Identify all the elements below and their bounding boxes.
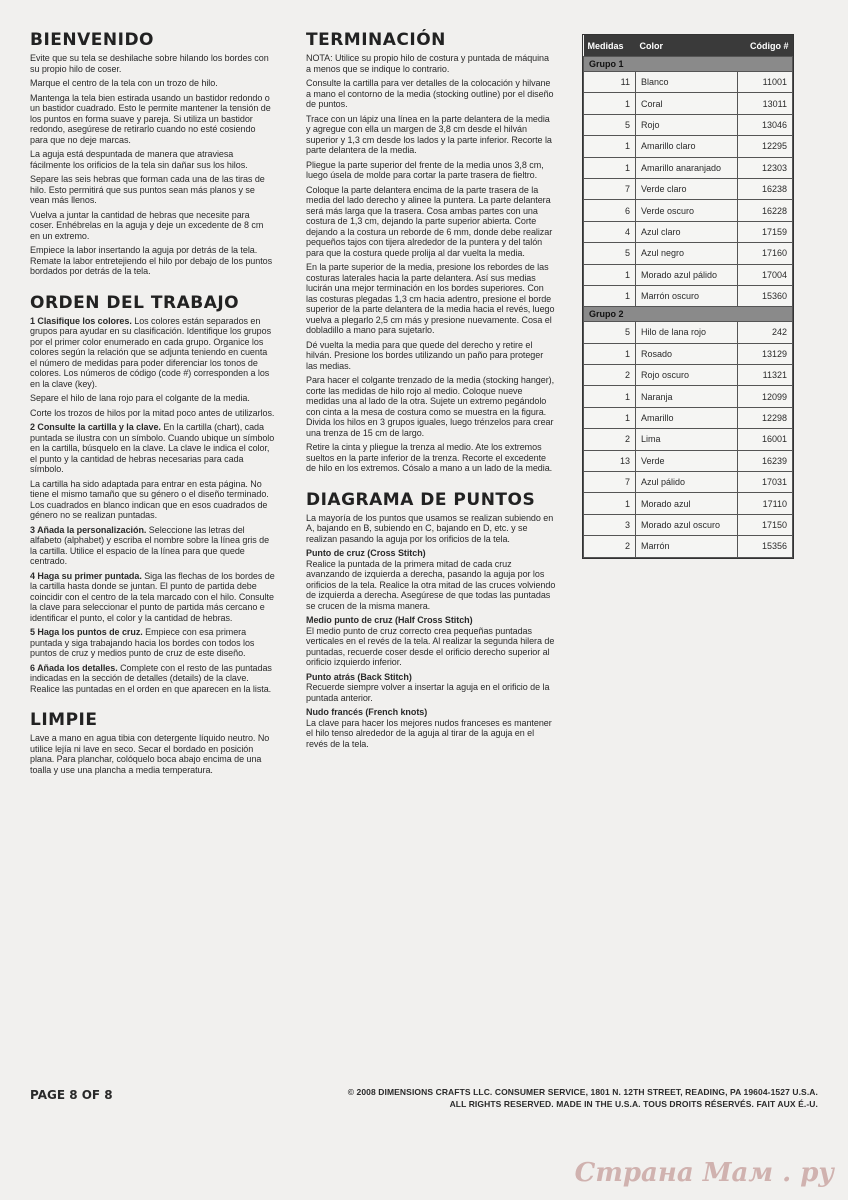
cell-color: Rosado	[636, 343, 738, 364]
cell-codigo: 12295	[738, 136, 793, 157]
copyright	[348, 1086, 818, 1110]
cell-color: Verde claro	[636, 178, 738, 199]
table-row	[584, 264, 793, 285]
limpie-paragraph: Lave a mano en agua tibia con detergente líquido neutro. No utilice lejía ni lave en seco. Secar el bordado en posición plana. Para planchar, colóquelo boca abajo encima de una toalla y use una plancha a media temperatura.	[30, 733, 270, 775]
cell-medidas: 1	[584, 343, 636, 364]
cell-color: Lima	[636, 429, 738, 450]
table-row	[584, 343, 793, 364]
cell-color: Amarillo claro	[636, 136, 738, 157]
group-header-row	[584, 57, 793, 72]
cell-codigo: 17150	[738, 514, 793, 535]
cell-codigo: 15356	[738, 536, 793, 557]
french-knot-text: La clave para hacer los mejores nudos franceses es mantener el hilo tenso alrededor de la aguja al tirar de la aguja en el revés de la tela.	[306, 717, 552, 749]
cross-stitch-section	[306, 548, 556, 611]
header-medidas: Medidas	[584, 35, 636, 57]
step-4-text: Siga las flechas de los bordes de la cartilla hasta donde se juntan. El punto de partida debe coincidir con el centro de la tela marcado con el hilo. Consulte la clave para seleccionar el punto de partida más cercano e identificar el punto, el color y la cantidad de hebras.	[30, 570, 275, 623]
cell-codigo: 16001	[738, 429, 793, 450]
cell-codigo: 17110	[738, 493, 793, 514]
half-cross-head: Medio punto de cruz (Half Cross Stitch)	[306, 615, 473, 625]
terminacion-paragraph: Retire la cinta y pliegue la trenza al medio. Ate los extremos sueltos en la parte inferior de la trenza. Recorte el excedente de hilo en los extremos. Cósalo a mano a un lado de la media.	[306, 442, 553, 473]
table-row	[584, 536, 793, 557]
copyright-line-2: ALL RIGHTS RESERVED. MADE IN THE U.S.A. TOUS DROITS RÉSERVÉS. FAIT AUX É.-U.	[449, 1099, 818, 1109]
step-4-head: 4 Haga su primer puntada.	[30, 570, 142, 581]
table-row	[584, 386, 793, 407]
cell-medidas: 1	[584, 285, 636, 306]
header-codigo: Código #	[738, 35, 793, 57]
table-row	[584, 493, 793, 514]
cell-color: Morado azul oscuro	[636, 514, 738, 535]
table-row	[584, 136, 793, 157]
bienvenido-heading: BIENVENIDO	[30, 30, 155, 50]
step-5	[30, 627, 275, 659]
table-row	[584, 93, 793, 114]
terminacion-paragraph: Pliegue la parte superior del frente de la media unos 3,8 cm, luego úsela de molde para cortar la parte trasera de fieltro.	[306, 159, 544, 180]
half-cross-section	[306, 615, 556, 668]
step-4	[30, 571, 275, 624]
terminacion-paragraph: Coloque la parte delantera encima de la parte trasera de la media del lado derecho y alinee la puntera. La parte delantera será más larga que la trasera. Cosa ambas partes con una costura de 1,3 cm, dejando la parte superior abierta. Corte dejando a la costura un reborde de 6 mm, donde debe realizar pequeños tajos con tijera alrededor de la puntera y del talón para que la costura quede prolija al dar vuelta la media.	[306, 184, 553, 258]
cell-color: Marrón oscuro	[636, 285, 738, 306]
cell-codigo: 17159	[738, 221, 793, 242]
orden-paragraph: Corte los trozos de hilos por la mitad poco antes de utilizarlos.	[30, 407, 275, 418]
header-color: Color	[636, 35, 738, 57]
table-row	[584, 365, 793, 386]
cell-codigo: 16228	[738, 200, 793, 221]
group-label: Grupo 2	[584, 307, 793, 322]
table-row	[584, 407, 793, 428]
cell-color: Marrón	[636, 536, 738, 557]
cell-color: Amarillo anaranjado	[636, 157, 738, 178]
bienvenido-paragraph: Separe las seis hebras que forman cada una de las tiras de hilo. Esto permitirá que sus puntos sean más planos y se vean más llenos.	[30, 174, 265, 205]
copyright-line-1: © 2008 DIMENSIONS CRAFTS LLC. CONSUMER SERVICE, 1801 N. 12TH STREET, READING, PA 19604-1527 U.S.A.	[347, 1087, 818, 1097]
step-6	[30, 663, 275, 695]
cell-codigo: 13046	[738, 114, 793, 135]
cell-color: Rojo oscuro	[636, 365, 738, 386]
table-row	[584, 514, 793, 535]
step-6-text: Complete con el resto de las puntadas indicadas en la sección de detalles (details) de la clave. Realice las puntadas en el orden en que aparecen en la lista.	[30, 662, 272, 694]
step-5-text: Empiece con esa primera puntada y siga trabajando hacia los bordes con todos los puntos de cruz y medios punto de cruz de este diseño.	[30, 627, 255, 658]
step-3	[30, 525, 275, 567]
cell-medidas: 2	[584, 365, 636, 386]
step-1-text: Los colores están separados en grupos para ayudar en su clasificación. Identifique los grupos por el primer color enumerado en cada grupo. Organice los colores según la relación que se adjunta teniendo en cuenta el número de medidas para poder diferenciar los tonos de colores. Los números de código (code #) corresponden a los en la clave (key).	[30, 315, 272, 389]
page-number: PAGE 8 OF 8	[30, 1088, 113, 1102]
cross-stitch-head: Punto de cruz (Cross Stitch)	[306, 548, 426, 558]
table-row	[584, 178, 793, 199]
cell-medidas: 13	[584, 450, 636, 471]
cell-color: Azul pálido	[636, 472, 738, 493]
cell-medidas: 1	[584, 157, 636, 178]
step-1	[30, 316, 275, 390]
cell-codigo: 12303	[738, 157, 793, 178]
cell-medidas: 2	[584, 536, 636, 557]
terminacion-paragraph: Dé vuelta la media para que quede del derecho y retire el hilván. Presione los bordes utilizando un paño para proteger las medias.	[306, 339, 544, 371]
step-6-head: 6 Añada los detalles.	[30, 662, 118, 673]
cell-medidas: 1	[584, 136, 636, 157]
orden-paragraph: Separe el hilo de lana rojo para el colgante de la media.	[30, 393, 250, 403]
step-5-head: 5 Haga los puntos de cruz.	[30, 627, 143, 637]
cell-codigo: 242	[738, 322, 793, 343]
cell-color: Blanco	[636, 72, 738, 93]
terminacion-paragraph: Consulte la cartilla para ver detalles de la colocación y hilvane a mano el contorno de la media (stocking outline) por el diseño de puntos.	[306, 78, 554, 109]
cell-color: Azul negro	[636, 243, 738, 264]
cell-codigo: 17004	[738, 264, 793, 285]
table-row	[584, 221, 793, 242]
step-3-text: Seleccione las letras del alfabeto (alphabet) y escriba el nombre sobre la línea gris de la cartilla. Utilice el espacio de la línea para que quede centrado.	[30, 524, 270, 566]
cell-codigo: 11321	[738, 365, 793, 386]
bienvenido-paragraph: Evite que su tela se deshilache sobre hilando los bordes con su propio hilo de coser.	[30, 53, 269, 74]
back-stitch-section	[306, 672, 556, 704]
limpie-heading: LIMPIE	[30, 710, 98, 730]
cell-medidas: 1	[584, 493, 636, 514]
orden-paragraph: La cartilla ha sido adaptada para entrar en esta página. No tiene el mismo tamaño que su género o el diseño terminado. Los cuadrados en blanco indican que en esos cuadrados de género no se realizan puntadas.	[30, 478, 269, 520]
table-body	[584, 57, 793, 558]
step-2	[30, 422, 275, 475]
table-row	[584, 114, 793, 135]
group-label: Grupo 1	[584, 57, 793, 72]
french-knot-section	[306, 707, 556, 749]
orden-heading: ORDEN DEL TRABAJO	[30, 292, 240, 313]
cell-medidas: 5	[584, 243, 636, 264]
table-row	[584, 472, 793, 493]
cell-color: Naranja	[636, 386, 738, 407]
cell-medidas: 4	[584, 221, 636, 242]
cell-medidas: 1	[584, 264, 636, 285]
cell-medidas: 11	[584, 72, 636, 93]
cell-medidas: 5	[584, 322, 636, 343]
cell-medidas: 1	[584, 407, 636, 428]
cell-color: Hilo de lana rojo	[636, 322, 738, 343]
table-header-row	[584, 35, 793, 57]
cell-color: Morado azul	[636, 493, 738, 514]
table-row	[584, 243, 793, 264]
cell-codigo: 15360	[738, 285, 793, 306]
terminacion-paragraph: En la parte superior de la media, presione los rebordes de las costuras laterales hacia la parte delantera. Así sus medias lucirán una mejor terminación en los bordes superiores. Con las costuras plegadas 1,3 cm hacia adentro, presione el borde superior de la parte delantera de la media hacia el revés, luego vuelva a plegarlo 2,5 cm más y presione nuevamente. Cosa el dobladillo a mano para sujetarlo.	[306, 262, 555, 335]
diagrama-intro: La mayoría de los puntos que usamos se realizan subiendo en A, bajando en B, subiendo en C, bajando en D, etc. y se realizan pasando la aguja por los orificios de la tela.	[306, 512, 554, 544]
terminacion-heading: TERMINACIÓN	[306, 30, 446, 50]
middle-column	[306, 30, 556, 753]
cell-color: Amarillo	[636, 407, 738, 428]
cell-medidas: 6	[584, 200, 636, 221]
cell-codigo: 11001	[738, 72, 793, 93]
cell-medidas: 2	[584, 429, 636, 450]
bienvenido-paragraph: La aguja está despuntada de manera que atraviesa fácilmente los orificios de la tela sin dañar sus los hilos.	[30, 149, 248, 170]
bienvenido-paragraph: Vuelva a juntar la cantidad de hebras que necesite para coser. Enhébrelas en la aguja y deje un excedente de 8 cm en un extremo.	[30, 209, 264, 241]
cell-color: Azul claro	[636, 221, 738, 242]
terminacion-paragraph: Trace con un lápiz una línea en la parte delantera de la media y agregue con ella un margen de 3,8 cm desde el hilván superior y 1,3 cm desde los lados y la parte inferior. Recorte la parte delantera de la media.	[306, 113, 552, 155]
cell-color: Morado azul pálido	[636, 264, 738, 285]
table-row	[584, 429, 793, 450]
cell-medidas: 7	[584, 178, 636, 199]
color-key-table	[582, 34, 794, 559]
bienvenido-paragraph: Empiece la labor insertando la aguja por detrás de la tela. Remate la labor entretejiendo el hilo por debajo de los puntos bordados por detrás de la tela.	[30, 245, 273, 276]
table-row	[584, 285, 793, 306]
step-2-text: En la cartilla (chart), cada puntada se ilustra con un símbolo. Cuando ubique un símbolo en la cartilla, búsquelo en la clave. La clave le indica el color, el punto y la cantidad de hebras necesarias para cada símbolo.	[30, 422, 275, 474]
watermark-logo: Страна Мам . ру	[574, 1158, 834, 1188]
table-row	[584, 72, 793, 93]
step-3-head: 3 Añada la personalización.	[30, 524, 147, 535]
terminacion-paragraph: NOTA: Utilice su propio hilo de costura y puntada de máquina a menos que se indique lo contrario.	[306, 53, 549, 74]
step-2-head: 2 Consulte la cartilla y la clave.	[30, 422, 161, 432]
group-header-row	[584, 307, 793, 322]
cell-codigo: 12298	[738, 407, 793, 428]
table-row	[584, 157, 793, 178]
cell-medidas: 1	[584, 386, 636, 407]
cell-medidas: 1	[584, 93, 636, 114]
left-column	[30, 30, 275, 779]
terminacion-paragraph: Para hacer el colgante trenzado de la media (stocking hanger), corte las medidas de hilo rojo al medio. Coloque nueve medidas una al lado de la otra. Sujete un extremo pegándolo con cinta a la mesa de costura como se muestra en la figura. Divida los hilos en 3 grupos iguales, luego trénzelos para crear una trenza de 15 cm de largo.	[306, 375, 555, 438]
cell-codigo: 13129	[738, 343, 793, 364]
cell-color: Verde oscuro	[636, 200, 738, 221]
cell-color: Verde	[636, 450, 738, 471]
cell-medidas: 5	[584, 114, 636, 135]
cell-color: Rojo	[636, 114, 738, 135]
cell-color: Coral	[636, 93, 738, 114]
cell-codigo: 16238	[738, 178, 793, 199]
french-knot-head: Nudo francés (French knots)	[306, 707, 428, 717]
cell-codigo: 16239	[738, 450, 793, 471]
cell-medidas: 3	[584, 514, 636, 535]
bienvenido-paragraph: Mantenga la tela bien estirada usando un bastidor redondo o un bastidor cuadrado. Esto le permite mantener la tensión de los puntos en forma suave y pareja. Si utiliza un bastidor redondo, asegúrese de retirarlo cuando no esté cosiendo para que no deje marcas.	[30, 92, 271, 145]
back-stitch-head: Punto atrás (Back Stitch)	[306, 671, 412, 682]
cell-codigo: 13011	[738, 93, 793, 114]
cell-codigo: 17160	[738, 243, 793, 264]
cell-codigo: 17031	[738, 472, 793, 493]
bienvenido-paragraph: Marque el centro de la tela con un trozo de hilo.	[30, 78, 218, 88]
step-1-head: 1 Clasifique los colores.	[30, 315, 132, 326]
table-row	[584, 450, 793, 471]
table-row	[584, 200, 793, 221]
cell-medidas: 7	[584, 472, 636, 493]
cell-codigo: 12099	[738, 386, 793, 407]
half-cross-text: El medio punto de cruz correcto crea pequeñas puntadas verticales en el revés de la tela. Al realizar la segunda hilera de puntadas, recuerde coser desde el orificio derecho superior al orificio izquierdo inferior.	[306, 625, 555, 667]
diagrama-heading: DIAGRAMA DE PUNTOS	[306, 489, 536, 510]
table-row	[584, 322, 793, 343]
cross-stitch-text: Realice la puntada de la primera mitad de cada cruz avanzando de izquierda a derecha, pasando la aguja por los orificios de la tela. Realice la otra mitad de las cruces volviendo de izquierda a derecha. Asegúrese de que todas las puntadas se crucen de la misma manera.	[306, 558, 556, 611]
back-stitch-text: Recuerde siempre volver a insertar la aguja en el orificio de la puntada anterior.	[306, 682, 550, 703]
